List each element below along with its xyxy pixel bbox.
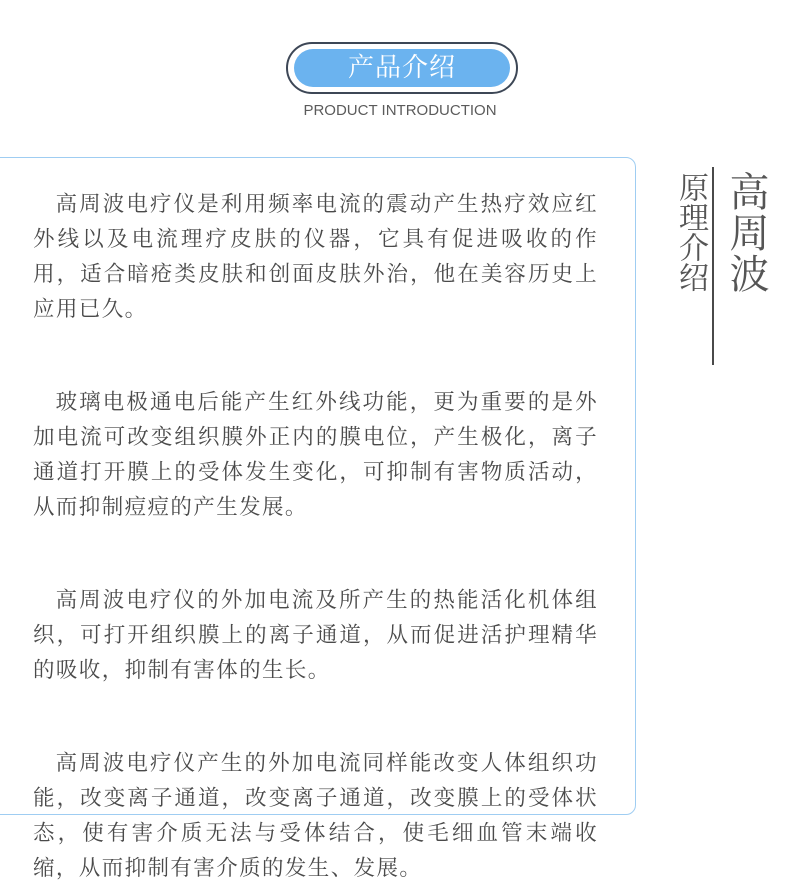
- side-subtitle: 原理介绍: [673, 172, 708, 292]
- page-title: 产品介绍: [294, 49, 510, 87]
- header-title-pill: [286, 42, 518, 94]
- page-subtitle: PRODUCT INTRODUCTION: [303, 102, 497, 119]
- description-body: [33, 187, 598, 886]
- paragraph: 玻璃电极通电后能产生红外线功能，更为重要的是外加电流可改变组织膜外正内的膜电位，产生极化，离子通道打开膜上的受体发生变化，可抑制有害物质活动，从而抑制痘痘的产生发展。: [33, 390, 598, 520]
- paragraph: 高周波电疗仪是利用频率电流的震动产生热疗效应红外线以及电流理疗皮肤的仪器，它具有促进吸收的作用，适合暗疮类皮肤和创面皮肤外治，他在美容历史上应用已久。: [33, 192, 598, 322]
- side-divider: [712, 167, 714, 365]
- side-title: 高周波: [723, 171, 769, 294]
- paragraph: 高周波电疗仪产生的外加电流同样能改变人体组织功能，改变离子通道，改变离子通道，改变膜上的受体状态，使有害介质无法与受体结合，使毛细血管末端收缩，从而抑制有害介质的发生、发展。: [33, 751, 598, 881]
- paragraph: 高周波电疗仪的外加电流及所产生的热能活化机体组织，可打开组织膜上的离子通道，从而促进活护理精华的吸收，抑制有害体的生长。: [33, 588, 598, 683]
